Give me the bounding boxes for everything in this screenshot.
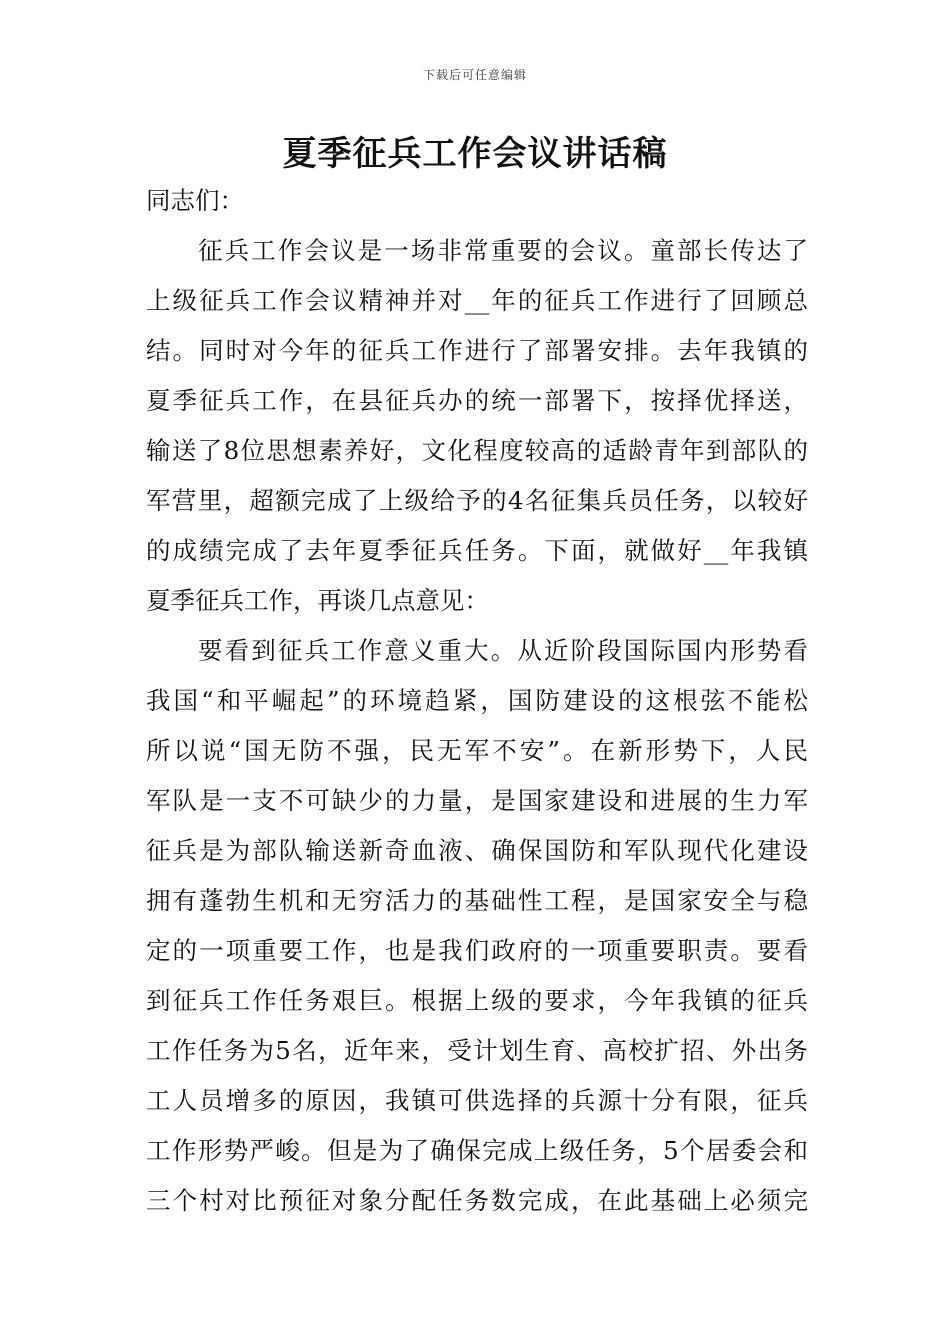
text-line-16: 到征兵工作任务艰巨。根据上级的要求，今年我镇的征兵 — [146, 986, 808, 1015]
text-line-11: 所以说“国无防不强，民无军不安”。在新形势下，人民 — [146, 736, 808, 765]
text-line-13: 征兵是为部队输送新奇血液、确保国防和军队现代化建设 — [146, 836, 808, 865]
text-line-17: 工作任务为5名，近年来，受计划生育、高校扩招、外出务 — [146, 1036, 808, 1065]
text-line-20: 三个村对比预征对象分配任务数完成，在此基础上必须完 — [146, 1186, 808, 1215]
text-line-3: 结。同时对今年的征兵工作进行了部署安排。去年我镇的 — [146, 336, 808, 365]
text-line-14: 拥有蓬勃生机和无穷活力的基础性工程，是国家安全与稳 — [146, 886, 808, 915]
document-title: 夏季征兵工作会议讲话稿 — [282, 134, 668, 174]
body-text — [146, 176, 808, 1226]
text-line-1: 征兵工作会议是一场非常重要的会议。童部长传达了 — [198, 236, 808, 265]
text-line-7: 的成绩完成了去年夏季征兵任务。下面，就做好__年我镇 — [146, 536, 808, 565]
text-line-2: 上级征兵工作会议精神并对__年的征兵工作进行了回顾总 — [146, 286, 808, 315]
header-note: 下载后可任意编辑 — [422, 68, 527, 82]
text-line-19: 工作形势严峻。但是为了确保完成上级任务，5个居委会和 — [146, 1136, 808, 1165]
text-line-9: 要看到征兵工作意义重大。从近阶段国际国内形势看 — [198, 636, 808, 665]
text-line-10: 我国“和平崛起”的环境趋紧，国防建设的这根弦不能松 — [146, 686, 808, 715]
text-line-8: 夏季征兵工作，再谈几点意见： — [146, 586, 489, 615]
text-line-12: 军队是一支不可缺少的力量，是国家建设和进展的生力军 — [146, 786, 808, 815]
text-line-6: 军营里，超额完成了上级给予的4名征集兵员任务，以较好 — [146, 486, 808, 515]
text-line-15: 定的一项重要工作，也是我们政府的一项重要职责。要看 — [146, 936, 808, 965]
text-line-18: 工人员增多的原因，我镇可供选择的兵源十分有限，征兵 — [146, 1086, 808, 1115]
text-line-4: 夏季征兵工作，在县征兵办的统一部署下，按择优择送， — [146, 386, 808, 415]
text-line-5: 输送了8位思想素养好，文化程度较高的适龄青年到部队的 — [146, 436, 808, 465]
greeting: 同志们： — [146, 186, 244, 215]
